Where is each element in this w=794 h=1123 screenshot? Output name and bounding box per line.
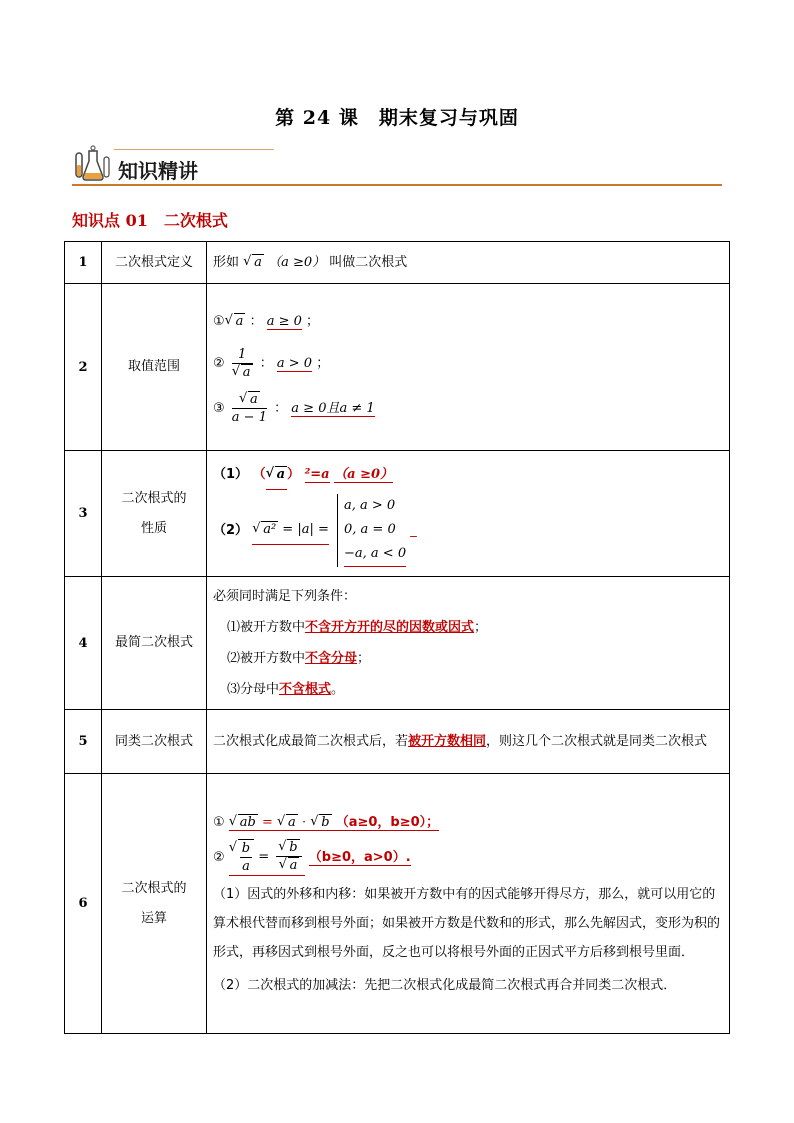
row-number: 1	[65, 242, 102, 284]
row-name: 取值范围	[102, 284, 207, 451]
row-content: 形如 √ a （a ≥0） 叫做二次根式	[207, 242, 730, 284]
table-row	[65, 710, 730, 774]
row-content: 必须同时满足下列条件： ⑴被开方数中不含开方开的尽的因数或因式； ⑵被开方数中不含分母； ⑶分母中不含根式。	[207, 577, 730, 710]
row-content: （1） （√ a ） ²=a （a ≥0） （2） √ a² = |a| = a, a > 0 0, a = 0 −a, a < 0 _	[207, 451, 730, 577]
row-number: 2	[65, 284, 102, 451]
answer-blank: a > 0	[276, 356, 313, 371]
table-row	[65, 577, 730, 710]
row-content: ① √ ab = √ a · √ b （a≥0，b≥0）； ② √ $\frac{b}{a}$ = √ b √ a （b≥0，a>0）. （1）因式的外移和内移：如果被开方数中有的因式能够开得尽方，那么，就可以用它的算术根代替而移到根号外面；如果被开方数是代数和的形式，那么先解因式，变形为积的形式，再移因式到根号外面，反之也可以将根号外面的正因式平方后移到根号里面． （2）二次根式的加减法：先把二次根式化成最简二次根式再合并同类二次根式．	[207, 774, 730, 1034]
page-title: 第 24 课 期末复习与巩固	[275, 107, 519, 129]
answer-blank: a ≥ 0且a ≠ 1	[291, 401, 375, 416]
table-row	[65, 451, 730, 577]
row-number: 4	[65, 577, 102, 710]
knowledge-table	[64, 241, 730, 1034]
row-number: 3	[65, 451, 102, 577]
header-divider	[72, 184, 722, 186]
row-name: 同类二次根式	[102, 710, 207, 774]
paragraph: （1）因式的外移和内移：如果被开方数中有的因式能够开得尽方，那么，就可以用它的算术根代替而移到根号外面；如果被开方数是代数和的形式，那么先解因式，变形为积的形式，再移因式到根号外面，反之也可以将根号外面的正因式平方后移到根号里面．	[213, 886, 721, 960]
section-header	[72, 145, 722, 189]
row-number: 5	[65, 710, 102, 774]
fraction: √ $\frac{a}{a - 1}$	[232, 391, 267, 426]
lab-flask-icon	[72, 145, 114, 183]
sqrt-expression: √ a	[243, 249, 264, 277]
row-content: ①√ a ： a ≥ 0 ； ② 1 √ a ： a > 0 ； ③ √ $\frac{a}{a - 1}$ ： a ≥ 0且a ≠ 1	[207, 284, 730, 451]
piecewise-cases: a, a > 0 0, a = 0 −a, a < 0	[337, 494, 406, 567]
row-name: 二次根式定义	[102, 242, 207, 284]
table-row	[65, 242, 730, 284]
table-row	[65, 774, 730, 1034]
header-accent-line	[114, 149, 274, 150]
section-header-text: 知识精讲	[118, 159, 198, 183]
knowledge-point-title: 知识点 01 二次根式	[72, 211, 228, 230]
paragraph: （2）二次根式的加减法：先把二次根式化成最简二次根式再合并同类二次根式．	[213, 977, 677, 993]
row-number: 6	[65, 774, 102, 1034]
row-content: 二次根式化成最简二次根式后，若被开方数相同，则这几个二次根式就是同类二次根式	[207, 710, 730, 774]
answer-blank: a ≥ 0	[266, 314, 302, 329]
table-row	[65, 284, 730, 451]
row-name: 最简二次根式	[102, 577, 207, 710]
row-name: 二次根式的 性质	[102, 451, 207, 577]
row-name: 二次根式的 运算	[102, 774, 207, 1034]
fraction: 1 √ a	[232, 346, 253, 381]
